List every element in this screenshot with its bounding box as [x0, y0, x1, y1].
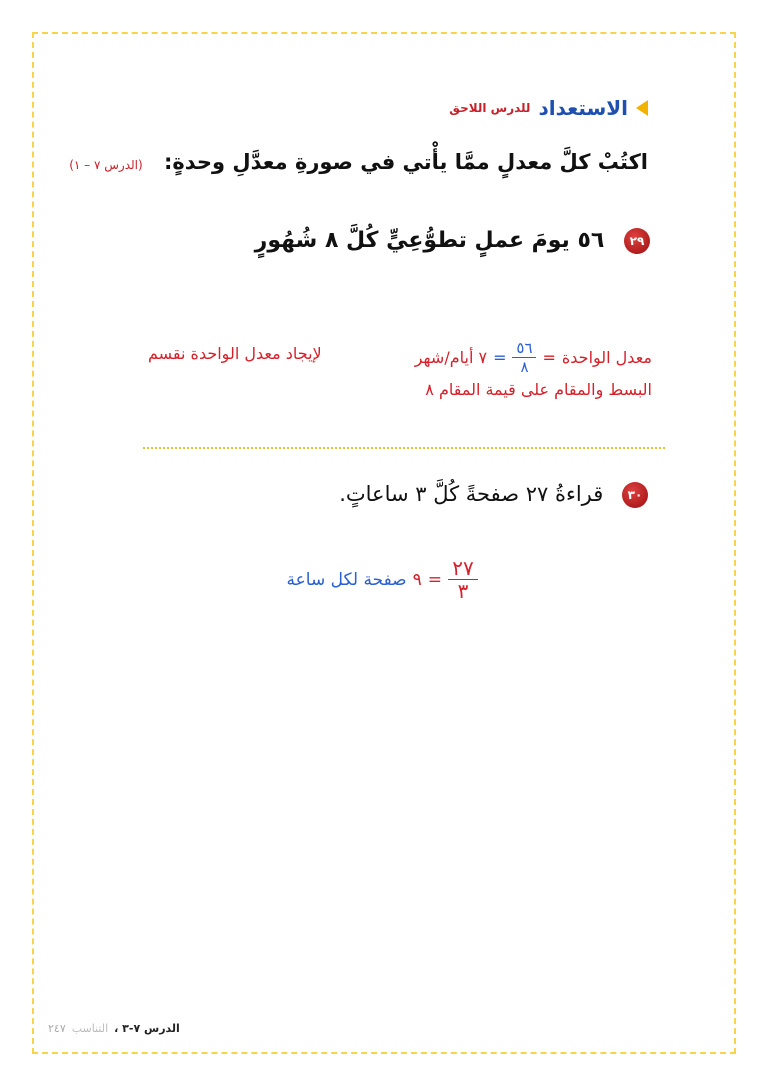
instruction-text: اكتُبْ كلَّ معدلٍ ممَّا يأْتي في صورةِ معدَّلِ وحدةٍ: [164, 150, 648, 174]
page-number: ٢٤٧ [48, 1022, 66, 1035]
section-header [449, 96, 648, 120]
question-text: قراءةُ ٢٧ صفحةً كُلَّ ٣ ساعاتٍ. [339, 482, 604, 506]
answer-29-line [415, 340, 652, 375]
dotted-divider [143, 447, 665, 449]
page-border [32, 32, 736, 1054]
denominator: ٣ [457, 579, 469, 603]
question-number-badge: ٢٩ [624, 228, 650, 254]
instruction [69, 150, 648, 174]
answer-30-line [287, 558, 478, 601]
denominator: ٨ [520, 358, 529, 376]
question-30 [339, 482, 648, 508]
footer-chapter: التناسب [71, 1022, 109, 1035]
fraction [512, 340, 536, 375]
section-subtitle: للدرس اللاحق [449, 101, 531, 115]
answer-29-note: لإيجاد معدل الواحدة نقسم [148, 344, 322, 363]
equals-sign: = [542, 348, 556, 367]
answer-29-explanation: البسط والمقام على قيمة المقام ٨ [425, 380, 652, 399]
lesson-reference: (الدرس ٧ – ١) [69, 158, 143, 172]
page-footer [48, 1022, 180, 1035]
numerator: ٥٦ [516, 339, 533, 357]
fraction [448, 558, 478, 601]
triangle-bullet-icon [636, 100, 648, 116]
question-29 [255, 228, 650, 254]
numerator: ٢٧ [452, 556, 474, 580]
equals-sign: = [427, 569, 442, 590]
answer-result: ٧ أيام/شهر [414, 348, 488, 367]
section-title: الاستعداد [538, 96, 628, 120]
answer-unit: صفحة لكل ساعة [286, 569, 407, 590]
equals-sign: = [493, 348, 507, 367]
question-number-badge: ٣٠ [622, 482, 648, 508]
answer-label: معدل الواحدة [561, 348, 652, 367]
answer-result: ٩ [412, 569, 422, 590]
footer-lesson: الدرس ٧-٣ ، [114, 1022, 180, 1035]
question-text: ٥٦ يومَ عملٍ تطوُّعِيٍّ كُلَّ ٨ شُهُورٍ [254, 228, 605, 253]
